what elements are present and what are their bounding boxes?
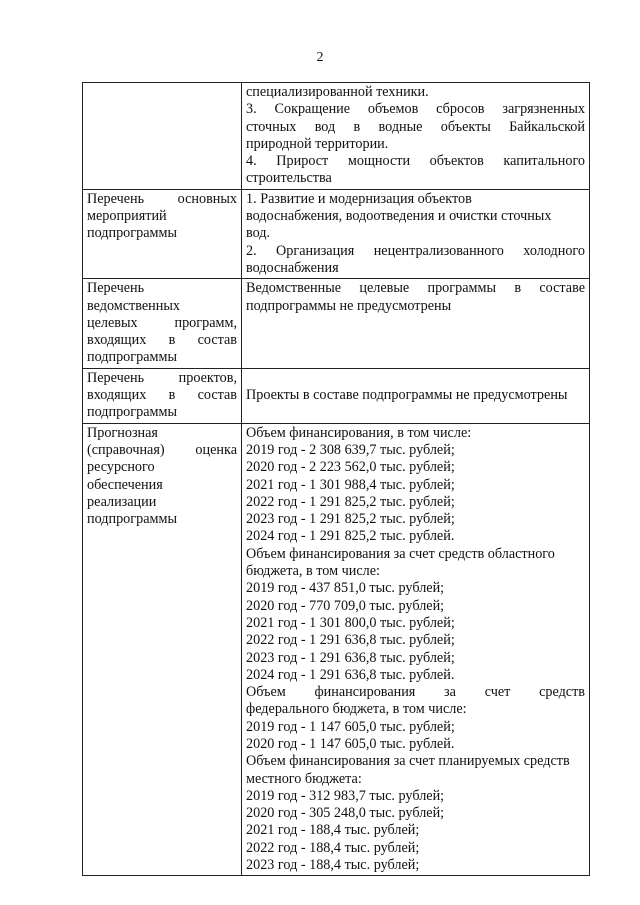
row-label-cell: [83, 368, 242, 423]
table-row: [83, 279, 590, 368]
label-line: Перечень: [87, 280, 145, 297]
label-line: Перечень проектов,: [87, 369, 237, 386]
row-label-cell: [83, 189, 242, 278]
value-line: 2020 год - 770 709,0 тыс. рублей;: [246, 597, 445, 614]
label-line: мероприятий: [87, 208, 167, 225]
label-line: Перечень основных: [87, 190, 237, 207]
value-line: [246, 370, 585, 387]
value-line: водоснабжения, водоотведения и очистки сточных: [246, 208, 552, 225]
label-line: целевых программ,: [87, 314, 237, 331]
row-label-cell: [83, 83, 242, 190]
label-line: реализации: [87, 493, 157, 510]
value-line: Объем финансирования за счет средств: [246, 684, 585, 701]
label-line: подпрограммы: [87, 511, 177, 528]
value-line: 2020 год - 1 147 605,0 тыс. рублей.: [246, 735, 455, 752]
value-line: Объем финансирования, в том числе:: [246, 424, 472, 441]
value-line: 2024 год - 1 291 825,2 тыс. рублей.: [246, 528, 455, 545]
value-line: 2022 год - 1 291 825,2 тыс. рублей;: [246, 493, 455, 510]
value-line: подпрограммы не предусмотрены: [246, 297, 452, 314]
value-line: водоснабжения: [246, 259, 339, 276]
row-label-cell: [83, 279, 242, 368]
value-line: 2022 год - 188,4 тыс. рублей;: [246, 839, 420, 856]
subprogram-passport-table: [82, 82, 590, 876]
page-number: 2: [316, 50, 324, 65]
value-line: Проекты в составе подпрограммы не предусмотрены: [246, 387, 568, 404]
label-line: подпрограммы: [87, 349, 177, 366]
value-line: 3. Сокращение объемов сбросов загрязненных: [246, 101, 585, 118]
value-line: 2. Организация нецентрализованного холодного: [246, 242, 585, 259]
value-line: 2019 год - 312 983,7 тыс. рублей;: [246, 787, 445, 804]
row-value-cell: [242, 189, 590, 278]
label-line: обеспечения: [87, 476, 163, 493]
value-line: 2021 год - 188,4 тыс. рублей;: [246, 822, 420, 839]
value-line: Ведомственные целевые программы в составе: [246, 280, 585, 297]
value-line: 2021 год - 1 301 800,0 тыс. рублей;: [246, 614, 455, 631]
table-row: [83, 83, 590, 190]
value-line: 2022 год - 1 291 636,8 тыс. рублей;: [246, 632, 455, 649]
value-line: строительства: [246, 170, 332, 187]
table-row: [83, 189, 590, 278]
value-line: бюджета, в том числе:: [246, 563, 380, 580]
table-body: [83, 83, 590, 876]
value-line: 2019 год - 437 851,0 тыс. рублей;: [246, 580, 445, 597]
row-value-cell: [242, 279, 590, 368]
row-value-cell: [242, 83, 590, 190]
value-line: 2023 год - 1 291 636,8 тыс. рублей;: [246, 649, 455, 666]
value-line: 2023 год - 188,4 тыс. рублей;: [246, 857, 420, 874]
value-line: 2024 год - 1 291 636,8 тыс. рублей.: [246, 666, 455, 683]
value-line: федерального бюджета, в том числе:: [246, 701, 467, 718]
value-line: 2020 год - 2 223 562,0 тыс. рублей;: [246, 459, 455, 476]
value-line: вод.: [246, 225, 271, 242]
label-line: ресурсного: [87, 459, 155, 476]
value-line: Объем финансирования за счет средств областного: [246, 545, 555, 562]
value-line: специализированной техники.: [246, 84, 429, 100]
value-line: 1. Развитие и модернизация объектов: [246, 190, 472, 207]
table-row: [83, 368, 590, 423]
row-label-cell: [83, 423, 242, 876]
label-line: входящих в состав: [87, 332, 237, 349]
value-line: природной территории.: [246, 135, 389, 152]
value-line: 2020 год - 305 248,0 тыс. рублей;: [246, 805, 445, 822]
label-line: (справочная) оценка: [87, 441, 237, 458]
label-line: подпрограммы: [87, 225, 177, 242]
label-line: Прогнозная: [87, 424, 158, 441]
value-line: 2021 год - 1 301 988,4 тыс. рублей;: [246, 476, 455, 493]
value-line: Объем финансирования за счет планируемых средств: [246, 753, 570, 770]
value-line: 4. Прирост мощности объектов капитального: [246, 153, 585, 170]
value-line: 2023 год - 1 291 825,2 тыс. рублей;: [246, 511, 455, 528]
value-line: 2019 год - 2 308 639,7 тыс. рублей;: [246, 441, 455, 458]
table-row: [83, 423, 590, 876]
value-line: сточных вод в водные объекты Байкальской: [246, 118, 585, 135]
value-line: 2019 год - 1 147 605,0 тыс. рублей;: [246, 718, 455, 735]
row-value-cell: [242, 423, 590, 876]
label-line: входящих в состав: [87, 387, 237, 404]
value-line: местного бюджета:: [246, 770, 362, 787]
label-line: подпрограммы: [87, 404, 177, 421]
label-line: ведомственных: [87, 297, 180, 314]
row-value-cell: [242, 368, 590, 423]
